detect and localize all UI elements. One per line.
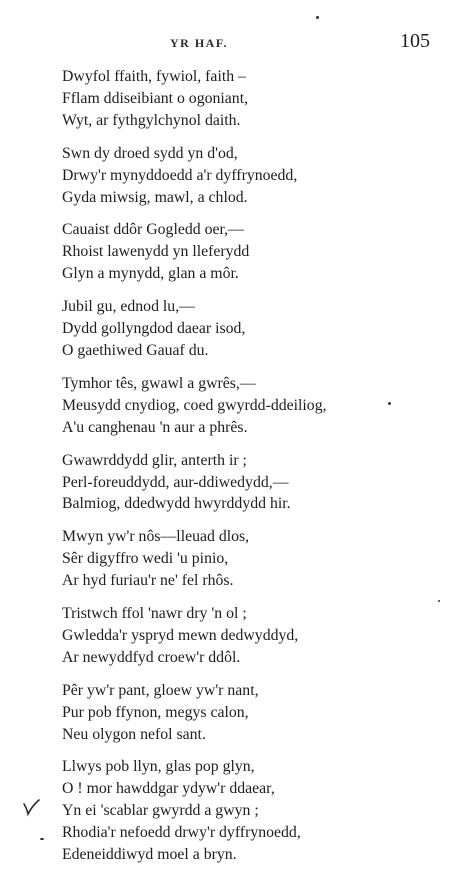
poem-line: Edeneiddiwyd moel a bryn. bbox=[62, 846, 237, 864]
poem-line: Fflam ddiseibiant o ogoniant, bbox=[62, 89, 249, 107]
poem-line: Mwyn yw'r nôs—lleuad dlos, bbox=[62, 528, 250, 546]
poem-line: Dwyfol ffaith, fywiol, faith – bbox=[62, 68, 246, 85]
poem-line: Wyt, ar fythgylchynol daith. bbox=[62, 111, 241, 129]
poem-line: Dydd gollyngdod daear isod, bbox=[62, 320, 246, 338]
margin-check-mark-icon bbox=[22, 797, 42, 817]
poem-line: Balmiog, ddedwydd hwyrddydd hir. bbox=[62, 495, 291, 513]
stanza bbox=[62, 680, 442, 746]
poem-line: Perl-foreuddydd, aur-ddiwedydd,— bbox=[62, 473, 289, 491]
poem-line: Swn dy droed sydd yn d'od, bbox=[62, 144, 238, 162]
poem-line: Sêr digyffro wedi 'u pinio, bbox=[62, 550, 229, 568]
stanza bbox=[62, 603, 442, 669]
poem-line: Ar hyd furiau'r ne' fel rhôs. bbox=[62, 572, 234, 590]
stanza bbox=[62, 219, 442, 285]
poem-line: Llwys pob llyn, glas pop glyn, bbox=[62, 758, 255, 776]
page-number: 105 bbox=[400, 30, 430, 52]
poem-line: Rhodia'r nefoedd drwy'r dyffrynoedd, bbox=[62, 824, 301, 842]
poem-line: Ar newyddfyd croew'r ddôl. bbox=[62, 648, 241, 666]
poem-line: Gwawrddydd glir, anterth ir ; bbox=[62, 451, 247, 469]
poem-line: Cauaist ddôr Gogledd oer,— bbox=[62, 221, 244, 239]
stanza bbox=[62, 66, 442, 132]
stanza bbox=[62, 756, 442, 866]
poem-line: Gyda miwsig, mawl, a chlod. bbox=[62, 188, 248, 206]
poem-line: O ! mor hawddgar ydyw'r ddaear, bbox=[62, 780, 275, 798]
poem-line: Neu olygon nefol sant. bbox=[62, 725, 206, 743]
poem-line: Rhoist lawenydd yn lleferydd bbox=[62, 243, 250, 261]
poem-line: Pêr yw'r pant, gloew yw'r nant, bbox=[62, 681, 259, 699]
running-title: YR HAF. bbox=[170, 36, 229, 50]
stanza bbox=[62, 373, 442, 439]
poem-line: Pur pob ffynon, megys calon, bbox=[62, 703, 249, 721]
stanza bbox=[62, 526, 442, 592]
poem-line: Jubil gu, ednod lu,— bbox=[62, 298, 195, 316]
scan-speck bbox=[388, 402, 391, 405]
poem-line: Tristwch ffol 'nawr dry 'n ol ; bbox=[62, 605, 247, 623]
stanza bbox=[62, 143, 442, 209]
poem-line: Tymhor tês, gwawl a gwrês,— bbox=[62, 374, 256, 392]
poem-line: Gwledda'r yspryd mewn dedwyddyd, bbox=[62, 626, 299, 644]
scan-speck bbox=[316, 16, 319, 19]
scan-speck bbox=[40, 838, 44, 840]
poem-line: Glyn a mynydd, glan a môr. bbox=[62, 265, 239, 283]
poem-line: Meusydd cnydiog, coed gwyrdd-ddeiliog, bbox=[62, 396, 327, 414]
poem-line: Drwy'r mynyddoedd a'r dyffrynoedd, bbox=[62, 166, 298, 184]
stanza bbox=[62, 296, 442, 362]
poem-line: O gaethiwed Gauaf du. bbox=[62, 341, 209, 359]
scan-speck bbox=[438, 600, 440, 602]
poem-line: A'u canghenau 'n aur a phrês. bbox=[62, 418, 248, 436]
poem-body bbox=[62, 66, 442, 877]
stanza bbox=[62, 450, 442, 516]
poem-line: Yn ei 'scablar gwyrdd a gwyn ; bbox=[62, 802, 259, 820]
